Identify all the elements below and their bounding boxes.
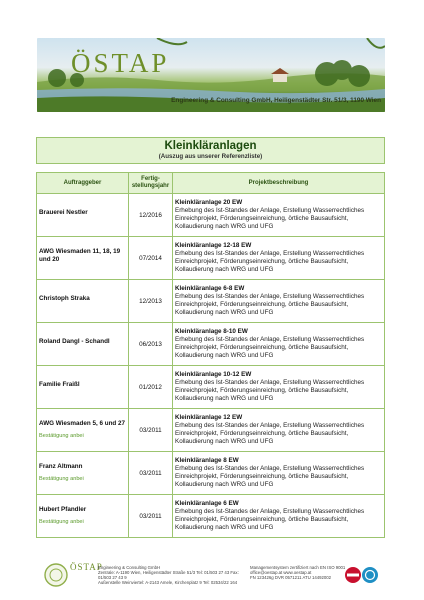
project-text: Erhebung des Ist-Standes der Anlage, Erstellung Wasserrechtliches Einreichprojekt, Förderungseinreichung, örtliche Bausaufsicht, Kollaudierung nach WRG und UFG	[175, 421, 365, 446]
client-name: Franz Altmann	[39, 463, 83, 470]
table-row	[37, 194, 385, 237]
client-name: AWG Wiesmaden 5, 6 und 27	[39, 420, 126, 427]
project-text: Erhebung des Ist-Standes der Anlage, Erstellung Wasserrechtliches Einreichprojekt, Förderungseinreichung, örtliche Bausaufsicht, Kollaudierung nach WRG und UFG	[175, 335, 365, 360]
section-title-box	[36, 137, 385, 164]
reference-table	[36, 172, 385, 538]
project-text: Erhebung des Ist-Standes der Anlage, Erstellung Wasserrechtliches Einreichprojekt, Förderungseinreichung, örtliche Bausaufsicht, Kollaudierung nach WRG und UFG	[175, 378, 365, 403]
client-cell	[37, 237, 129, 280]
seal-logo-icon	[44, 563, 68, 587]
description-cell	[173, 323, 385, 366]
year-cell: 03/2011	[129, 452, 173, 495]
header-year-line2: stellungsjahr	[131, 183, 170, 189]
footer-brand: ÖSTAP	[70, 562, 103, 572]
page-footer	[44, 563, 380, 589]
project-text: Erhebung des Ist-Standes der Anlage, Erstellung Wasserrechtliches Einreichprojekt, Förderungseinreichung, örtliche Bausaufsicht, Kollaudierung nach WRG und UFG	[175, 292, 365, 317]
project-title: Kleinkläranlage 8-10 EW	[175, 327, 248, 335]
header-banner	[37, 38, 385, 112]
year-cell: 12/2016	[129, 194, 173, 237]
header-year-line1: Fertig-	[141, 176, 160, 182]
description-cell	[173, 452, 385, 495]
table-row	[37, 495, 385, 538]
confirmation-note: Bestätigung anbei	[39, 476, 84, 482]
year-cell: 06/2013	[129, 323, 173, 366]
table-row	[37, 409, 385, 452]
footer-email-web: office@oestap.at www.oestap.at	[250, 570, 312, 575]
brand-logo: ÖSTAP	[71, 48, 170, 78]
project-title: Kleinkläranlage 8 EW	[175, 456, 239, 464]
project-text: Erhebung des Ist-Standes der Anlage, Erstellung Wasserrechtliches Einreichprojekt, Förderungseinreichung, örtliche Bausaufsicht, Kollaudierung nach WRG und UFG	[175, 249, 365, 274]
year-cell: 01/2012	[129, 366, 173, 409]
project-text: Erhebung des Ist-Standes der Anlage, Erstellung Wasserrechtliches Einreichprojekt, Förderungseinreichung, örtliche Bausaufsicht, Kollaudierung nach WRG und UFG	[175, 507, 365, 532]
year-cell: 12/2013	[129, 280, 173, 323]
description-cell	[173, 495, 385, 538]
confirmation-note: Bestätigung anbei	[39, 519, 84, 525]
description-cell	[173, 280, 385, 323]
header-year	[129, 173, 173, 194]
client-name: Christoph Straka	[39, 295, 90, 302]
footer-register: FN 123426g DVR 0571211 ATU 14492002	[250, 575, 332, 580]
client-name: Hubert Pfandler	[39, 506, 87, 513]
client-name: Roland Dangl - Schandl	[39, 338, 110, 345]
project-title: Kleinkläranlage 12 EW	[175, 413, 243, 421]
page-subtitle: (Auszug aus unserer Referenzliste)	[158, 153, 263, 160]
page-title: Kleinkläranlagen	[164, 140, 257, 152]
client-cell	[37, 409, 129, 452]
description-cell	[173, 409, 385, 452]
footer-company: Engineering & Consulting GmbH	[98, 565, 161, 570]
description-cell	[173, 366, 385, 409]
table-row	[37, 366, 385, 409]
client-cell	[37, 323, 129, 366]
banner-tagline: Engineering & Consulting GmbH, Heiligenstädter Str. 51/3, 1190 Wien	[171, 97, 381, 104]
project-title: Kleinkläranlage 12-18 EW	[175, 241, 252, 249]
footer-cert: Managementsystem zertifiziert nach EN ISO 9001	[250, 565, 346, 570]
year-cell: 03/2011	[129, 409, 173, 452]
table-row	[37, 237, 385, 280]
project-text: Erhebung des Ist-Standes der Anlage, Erstellung Wasserrechtliches Einreichprojekt, Förderungseinreichung, örtliche Bausaufsicht, Kollaudierung nach WRG und UFG	[175, 206, 365, 231]
client-name: AWG Wiesmaden 11, 18, 19 und 20	[39, 248, 121, 263]
footer-address-line1: Zentrale: A-1190 Wien, Heiligenstädter Straße 51/3 Tel: 01/503 27 43 Fax: 01/503 27 43 9	[98, 570, 239, 580]
footer-address-line2: Außenstelle Weinviertel: A-2143 Amele, Kirchenplatz 9 Tel: 02534/22 164	[98, 580, 238, 585]
table-row	[37, 323, 385, 366]
client-cell	[37, 194, 129, 237]
project-title: Kleinkläranlage 20 EW	[175, 198, 243, 206]
confirmation-note: Bestätigung anbei	[39, 433, 84, 439]
footer-contact	[250, 565, 346, 580]
description-cell	[173, 237, 385, 280]
header-client: Auftraggeber	[37, 173, 129, 194]
project-title: Kleinkläranlage 6-8 EW	[175, 284, 245, 292]
client-cell	[37, 280, 129, 323]
project-text: Erhebung des Ist-Standes der Anlage, Erstellung Wasserrechtliches Einreichprojekt, Förderungseinreichung, örtliche Bausaufsicht, Kollaudierung nach WRG und UFG	[175, 464, 365, 489]
description-cell	[173, 194, 385, 237]
client-cell	[37, 452, 129, 495]
project-title: Kleinkläranlage 6 EW	[175, 499, 239, 507]
client-cell	[37, 495, 129, 538]
year-cell: 03/2011	[129, 495, 173, 538]
table-row	[37, 280, 385, 323]
table-header-row	[37, 173, 385, 194]
client-name: Familie Fraißl	[39, 381, 80, 388]
table-row	[37, 452, 385, 495]
footer-address	[98, 565, 248, 585]
header-description: Projektbeschreibung	[173, 173, 385, 194]
certification-badges-icon	[344, 565, 380, 585]
client-cell	[37, 366, 129, 409]
project-title: Kleinkläranlage 10-12 EW	[175, 370, 252, 378]
year-cell: 07/2014	[129, 237, 173, 280]
client-name: Brauerei Nestler	[39, 209, 88, 216]
